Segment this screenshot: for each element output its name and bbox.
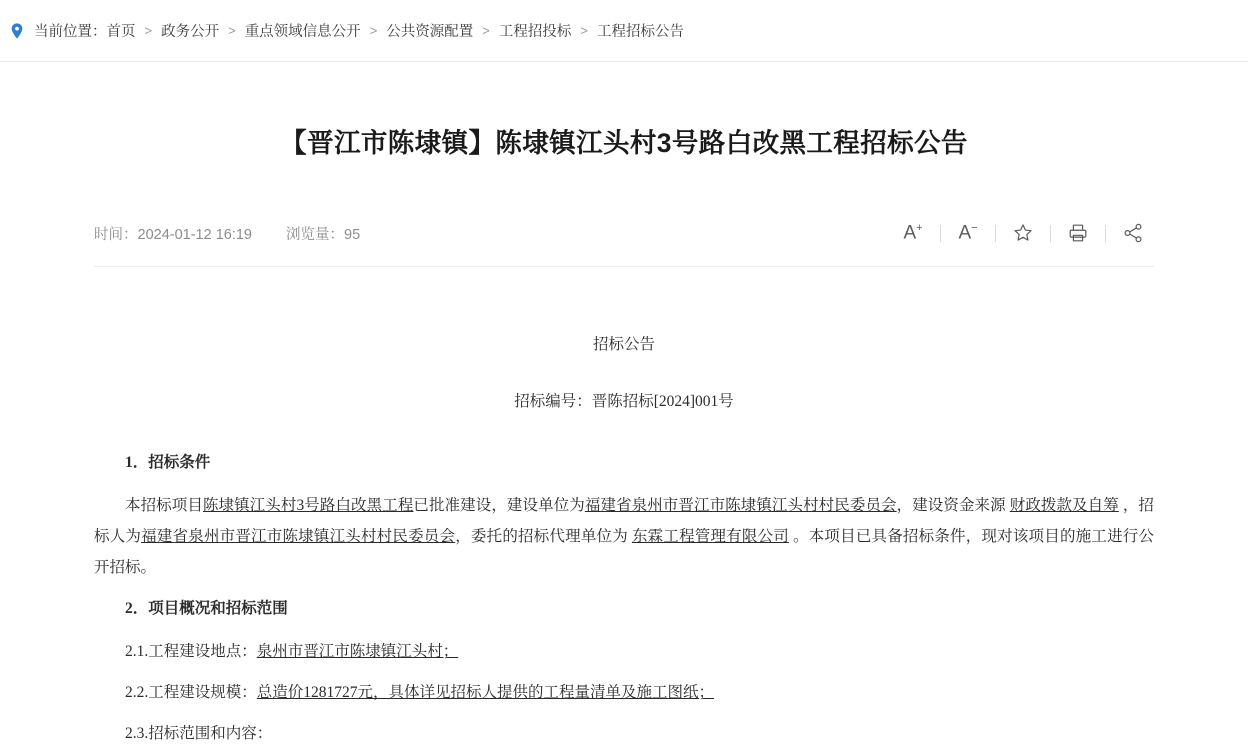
font-increase-icon: A+ [903,222,923,244]
bid-number: 招标编号：晋陈招标[2024]001号 [514,393,734,411]
breadcrumb-separator: > [580,23,588,38]
s2-2-value: 总造价1281727元，具体详见招标人提供的工程量清单及施工图纸； [256,684,715,702]
section-2-title: 2．项目概况和招标范围 [125,600,288,618]
s1-text-a: 本招标项目 [125,497,203,515]
s1-project-name: 陈埭镇江头村3号路白改黑工程 [202,497,414,515]
breadcrumb-item-home[interactable]: 首页 [106,24,136,40]
publish-time: 时间：2024-01-12 16:19 [94,226,252,243]
s2-1-label: 2.1.工程建设地点： [125,643,257,661]
favorite-button[interactable] [1002,218,1044,248]
tool-divider [995,225,996,242]
breadcrumb-item-bidding[interactable]: 工程招投标 [498,24,572,40]
section-1-paragraph [94,490,1154,583]
breadcrumb-separator: > [482,23,490,38]
font-decrease-icon: A− [958,222,978,244]
tool-divider [1050,225,1051,242]
breadcrumb-separator: > [369,23,378,38]
s1-funding-source: 财政拨款及自筹 [1009,497,1119,515]
article-container [94,62,1154,749]
breadcrumb-list [34,20,684,41]
font-increase-button[interactable] [892,218,934,248]
s1-text-e: ，建设资金来源 [896,497,1006,515]
s2-2-label: 2.2.工程建设规模： [125,684,257,702]
share-button[interactable] [1112,218,1154,248]
section-2-2 [94,677,1154,708]
s1-tenderer: 福建省泉州市晋江市陈埭镇江头村村民委员会 [141,528,456,546]
breadcrumb-item-government-disclosure[interactable]: 政务公开 [161,24,220,40]
print-icon [1067,222,1089,244]
section-2-3: 2.3.招标范围和内容： [125,725,273,743]
s1-text-g: ，招标人为 [94,497,1154,546]
breadcrumb [0,0,1248,62]
article-body [94,329,1154,749]
breadcrumb-separator: > [144,23,153,38]
breadcrumb-item-key-areas[interactable]: 重点领域信息公开 [244,24,361,40]
font-decrease-button[interactable] [947,218,989,248]
tool-divider [1105,225,1106,242]
body-heading-center: 招标公告 [592,336,655,354]
section-2-1 [94,636,1154,667]
article-tools [892,218,1154,248]
breadcrumb-separator: > [228,23,236,38]
favorite-star-icon [1012,222,1034,244]
s1-construction-unit: 福建省泉州市晋江市陈埭镇江头村村民委员会 [584,497,897,515]
section-1-title: 1．招标条件 [125,454,211,472]
s2-1-value: 泉州市晋江市陈埭镇江头村； [256,643,459,661]
s1-text-k: 。本项目已具备招标条件，现对该项目的施工进行公开招标。 [94,528,1154,577]
location-pin-icon [8,22,26,40]
s1-text-c: 已批准建设，建设单位为 [413,497,585,515]
breadcrumb-label: 当前位置： [34,24,107,40]
tool-divider [940,225,941,242]
breadcrumb-item-public-resources[interactable]: 公共资源配置 [386,24,474,40]
s1-text-i: ，委托的招标代理单位为 [455,528,628,546]
breadcrumb-item-bid-announcement[interactable]: 工程招标公告 [596,24,684,40]
view-count: 浏览量：95 [286,226,361,243]
share-icon [1122,222,1144,244]
article-meta-row [94,218,1154,267]
s1-agency: 东霖工程管理有限公司 [631,528,789,546]
page-title: 【晋江市陈埭镇】陈埭镇江头村3号路白改黑工程招标公告 [280,128,968,158]
print-button[interactable] [1057,218,1099,248]
article-meta-left [94,223,394,244]
